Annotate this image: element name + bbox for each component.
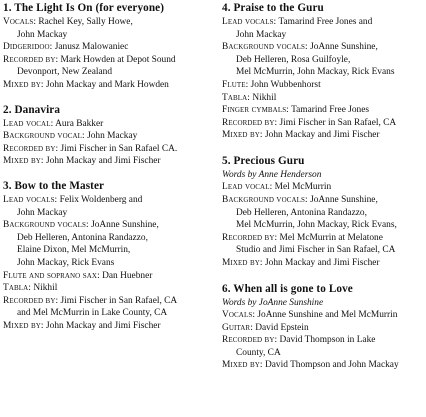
credit-names: Nikhil [33, 283, 58, 294]
credit-role-label: Mixed by: [3, 156, 44, 167]
credit-names: Mel McMurrin [274, 182, 332, 193]
credit-names: Nikhil [252, 92, 277, 103]
credit-role-label: Mixed by: [3, 79, 44, 90]
credits-column-left [3, 0, 218, 342]
credit-names: Mel McMurrin, John Mackay, Rick Evans, [236, 220, 397, 231]
credit-tabla [3, 282, 218, 295]
credit-line [222, 41, 426, 54]
track-title: 1. The Light Is On (for everyone) [3, 2, 165, 14]
credit-names: John Wubbenhorst [250, 79, 321, 90]
credit-background-vocals [222, 194, 426, 232]
credit-line [3, 207, 218, 220]
credit-line [3, 219, 218, 232]
credit-line [222, 29, 426, 42]
credit-recorded-by [3, 54, 218, 79]
credit-line [222, 322, 426, 335]
track-credits-block [3, 0, 218, 92]
credit-line [222, 79, 426, 92]
credit-role-label: Recorded by: [3, 143, 59, 154]
credit-names: Felix Woldenberg and [59, 194, 143, 205]
credit-role-label: Flute: [222, 79, 249, 90]
credit-role-label: Guitar: [222, 322, 253, 333]
credit-names: JoAnne Sunshine, [310, 42, 378, 53]
credit-role-label: Mixed by: [222, 360, 263, 371]
credit-line [222, 207, 426, 220]
credit-names: Mel McMurrin at Melatone [279, 232, 383, 243]
credit-role-label: Flute and soprano sax: [3, 270, 100, 281]
credit-finger-cymbals [222, 104, 426, 117]
credit-line [3, 16, 218, 29]
credit-recorded-by [222, 334, 426, 359]
credit-recorded-by [3, 295, 218, 320]
track-credits-block [222, 281, 426, 372]
credit-line [222, 129, 426, 142]
credit-line [222, 54, 426, 67]
credit-recorded-by [3, 143, 218, 156]
credit-role-label: Vocals: [3, 17, 37, 27]
credit-names: Rachel Key, Sally Howe, [38, 17, 133, 27]
track-credits-block [222, 0, 426, 142]
credit-role-label: Background vocals: [222, 195, 308, 206]
credit-recorded-by [222, 232, 426, 257]
credit-mixed-by [3, 320, 218, 333]
credit-line [222, 232, 426, 245]
credit-names: Mark Howden at Depot Sound [60, 54, 176, 65]
credit-background-vocals [222, 41, 426, 79]
credit-names: David Thompson in Lake [279, 335, 376, 346]
credit-background-vocals [3, 219, 218, 269]
credit-names: Janusz Malowaniec [54, 42, 129, 53]
credit-didgeridoo [3, 41, 218, 54]
credit-names: Mel McMurrin, John Mackay, Rick Evans [236, 67, 395, 78]
credit-mixed-by [222, 129, 426, 142]
credit-names: Jimi Fischer in San Rafael, CA [279, 117, 397, 128]
credit-line [3, 66, 218, 79]
credit-line [222, 359, 426, 372]
credit-role-label: Tabla: [222, 92, 250, 103]
credit-role-label: Recorded by: [3, 295, 59, 306]
credit-line [222, 181, 426, 194]
credit-role-label: Recorded by: [222, 117, 278, 128]
credit-role-label: Recorded by: [3, 54, 59, 65]
credit-names: Dan Huebner [102, 270, 153, 281]
credit-lead-vocals [222, 16, 426, 41]
credit-role-label: Mixed by: [222, 130, 263, 141]
credit-line [3, 79, 218, 92]
credit-names: Deb Helleren, Antonina Randazzo, [17, 232, 148, 243]
credit-line [222, 257, 426, 270]
credits-column-right [222, 0, 426, 383]
credit-role-label: Lead vocal: [222, 182, 273, 193]
credit-role-label: Background vocals: [3, 220, 89, 231]
credit-line [222, 66, 426, 79]
credit-names: Tamarind Free Jones [291, 105, 370, 116]
credit-flute [222, 79, 426, 92]
credit-lead-vocal [222, 181, 426, 194]
credit-mixed-by [222, 257, 426, 270]
credit-line [222, 334, 426, 347]
track-credits-block [3, 178, 218, 333]
credit-names: John Mackay and Jimi Fischer [264, 130, 380, 141]
credit-line [222, 347, 426, 360]
credit-line [3, 244, 218, 257]
credit-names: John Mackay and Jimi Fischer [45, 320, 161, 331]
credit-role-label: Finger cymbals: [222, 105, 289, 116]
credit-names: Devonport, New Zealand [17, 67, 113, 78]
credit-names: John Mackay [87, 131, 138, 142]
credit-lead-vocals [3, 194, 218, 219]
credit-role-label: Mixed by: [3, 320, 44, 331]
credit-vocals [222, 309, 426, 322]
credit-names: and Mel McMurrin in Lake County, CA [17, 308, 168, 319]
credit-role-label: Lead vocal: [3, 118, 54, 129]
credit-line [3, 282, 218, 295]
credit-role-label: Recorded by: [222, 335, 278, 346]
credit-role-label: Recorded by: [222, 232, 278, 243]
credit-names: John Mackay, Rick Evans [17, 257, 115, 268]
credit-role-label: Lead vocals: [3, 194, 58, 205]
credit-names: John Mackay and Jimi Fischer [264, 258, 380, 268]
credit-recorded-by [222, 117, 426, 130]
credit-background-vocal [3, 130, 218, 143]
credit-names: David Epstein [255, 322, 309, 333]
credit-names: John Mackay and Mark Howden [45, 79, 169, 90]
credit-names: Jimi Fischer in San Rafael, CA [60, 295, 178, 306]
credit-line [222, 117, 426, 130]
credit-line [3, 118, 218, 131]
credit-line [222, 219, 426, 232]
credit-mixed-by [3, 155, 218, 168]
credit-line [3, 270, 218, 283]
credit-line [3, 155, 218, 168]
track-title: 6. When all is gone to Love [222, 282, 353, 295]
credit-line [222, 104, 426, 117]
credit-role-label: Mixed by: [222, 258, 263, 268]
track-title: 2. Danavira [3, 103, 61, 116]
credit-lead-vocal [3, 118, 218, 131]
credit-names: JoAnne Sunshine, [310, 195, 378, 206]
credit-line [3, 54, 218, 67]
credit-line [3, 257, 218, 270]
credit-names: Tamarind Free Jones and [278, 17, 373, 27]
credit-line [3, 307, 218, 320]
credit-vocals [3, 16, 218, 41]
credit-names: John Mackay and Jimi Fischer [45, 156, 161, 167]
credit-names: John Mackay [17, 29, 68, 40]
credit-line [3, 143, 218, 156]
credit-line [3, 194, 218, 207]
credit-names: JoAnne Sunshine, [91, 220, 159, 231]
credit-names: John Mackay [17, 207, 68, 218]
credit-names: Deb Helleren, Rosa Guilfoyle, [236, 54, 351, 65]
credit-mixed-by [222, 359, 426, 372]
credit-line [222, 244, 426, 257]
credit-tabla [222, 92, 426, 105]
credit-line [3, 232, 218, 245]
credit-names: Studio and Jimi Fischer in San Rafael, CA [236, 245, 396, 256]
credit-line [222, 194, 426, 207]
credit-role-label: Lead vocals: [222, 17, 277, 27]
credit-line [3, 295, 218, 308]
track-credits-block [3, 102, 218, 168]
credit-role-label: Background vocals: [222, 42, 308, 53]
credit-names: John Mackay [236, 29, 287, 40]
credit-names: County, CA [236, 347, 281, 358]
credit-role-label: Background vocal: [3, 131, 85, 142]
credit-flute-and-soprano-sax [3, 270, 218, 283]
credit-guitar [222, 322, 426, 335]
track-title: 5. Precious Guru [222, 154, 305, 167]
credit-role-label: Didgeridoo: [3, 42, 53, 53]
credit-line [3, 320, 218, 333]
credit-mixed-by [3, 79, 218, 92]
credit-role-label: Tabla: [3, 283, 31, 294]
credit-names: Deb Helleren, Antonina Randazzo, [236, 207, 367, 218]
credit-names: JoAnne Sunshine and Mel McMurrin [257, 310, 398, 321]
lyricist-credit: Words by JoAnne Sunshine [222, 297, 324, 308]
credit-names: Jimi Fischer in San Rafael CA. [60, 143, 178, 154]
track-credits-block [222, 153, 426, 270]
credit-line [222, 309, 426, 322]
track-title: 4. Praise to the Guru [222, 2, 324, 14]
credit-line [222, 92, 426, 105]
credit-line [3, 29, 218, 42]
credit-line [222, 16, 426, 29]
track-title: 3. Bow to the Master [3, 179, 105, 192]
lyricist-credit: Words by Anne Henderson [222, 169, 322, 180]
credit-names: David Thompson and John Mackay [264, 360, 399, 371]
credit-role-label: Vocals: [222, 310, 256, 321]
credit-line [3, 41, 218, 54]
credit-names: Aura Bakker [55, 118, 104, 129]
credit-line [3, 130, 218, 143]
credit-names: Elaine Dixon, Mel McMurrin, [17, 245, 131, 256]
